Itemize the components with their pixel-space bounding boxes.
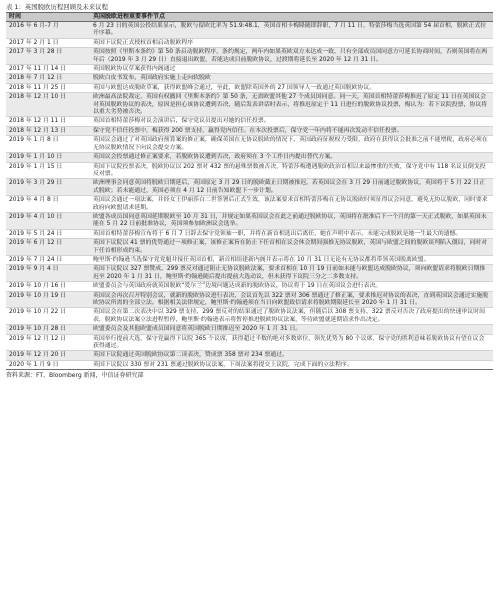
- table-row: [6, 308, 493, 325]
- row-event: 英国首相特蕾莎梅对议会演讲后，保守党议员提出对她的信任投票。: [90, 117, 493, 126]
- table-row: [6, 265, 493, 282]
- table-row: [6, 179, 493, 196]
- table-row: [6, 48, 493, 65]
- row-event: 英国举行提前大选，保守党赢得下议院 365 个议席，获得超过半数的绝对多数席位，领先优势为 80 个议席，保守党的胜利意味着脱欧协议有望在议会获得通过。: [90, 334, 493, 351]
- table-row: [6, 255, 493, 264]
- row-date: 2018 年 11 月 25 日: [6, 83, 90, 92]
- table-row: [6, 22, 493, 39]
- table-row: [6, 136, 493, 153]
- table-row: [6, 196, 493, 213]
- row-date: 2017 年 2 月 1 日: [6, 38, 90, 47]
- row-date: 2018 年 12 月 11 日: [6, 117, 90, 126]
- row-date: 2019 年 4 月 10 日: [6, 212, 90, 229]
- row-event: 英国下议院以 327 票赞成、299 票反对通过阻止无协议脱欧法案，要求首相在 10 月 19 日前如未能与欧盟达成脱欧协议，须向欧盟请求将脱欧日期推迟至 2020 年 1 月 31 日，鲍里斯·约翰逊随后提出提前大选动议，但未获得下议院三分之二多数支持。: [90, 265, 493, 282]
- table-row: [6, 334, 493, 351]
- table-row: [6, 325, 493, 334]
- table-row: [6, 83, 493, 92]
- row-date: 2018 年 7 月 12 日: [6, 74, 90, 83]
- row-date: 2019 年 10 月 22 日: [6, 308, 90, 325]
- row-date: 2019 年 5 月 24 日: [6, 229, 90, 238]
- row-date: 2019 年 9 月 4 日: [6, 265, 90, 282]
- row-date: 2019 年 1 月 15 日: [6, 162, 90, 179]
- row-event: 英国议会投票通过修正案要求，若脱欧协议遭到否决，政府须在 3 个工作日内提出替代方案。: [90, 153, 493, 162]
- row-date: 2017 年 3 月 28 日: [6, 48, 90, 65]
- row-event: 鲍里斯·约翰逊当选保守党党魁并接任英国首相，新首相组建新内阁并表示将在 10 月 31 日无论有无协议都将带领英国脱离欧盟。: [90, 255, 493, 264]
- row-event: 欧盟各成员国同意英国延期脱欧至 10 月 31 日，并规定如果英国议会在此之前通过脱欧协议，英国将在批准后下一个月的第一天正式脱欧，如果英国未能在 5 月 22 日前批准协议，英国须参加欧洲议会选举。: [90, 212, 493, 229]
- row-event: 英国议会再次召开特别会议，就新的脱欧协议进行表决，会议首先以 322 票对 306 票通过了修正案，要求推迟对协议的表决，直到英国议会通过实施脱欧协议所需的全部立法。根据相关法律规定，鲍里斯·约翰逊须在当日向欧盟致信请求将脱欧期限延长至 2020 年 1 月 31 日。: [90, 291, 493, 308]
- row-event: 英国下议院正式授权首相启动脱欧程序: [90, 38, 493, 47]
- row-date: 2019 年 12 月 20 日: [6, 351, 90, 360]
- table-row: [6, 229, 493, 238]
- row-date: 2017 年 11 月 14 日: [6, 65, 90, 74]
- brexit-timeline-table: [6, 12, 493, 370]
- row-date: 2019 年 1 月 10 日: [6, 153, 90, 162]
- row-event: 欧洲最高法院裁定，英国有权撤回《里斯本条约》第 50 条，无需欧盟其他 27 个成员国同意。同一天，英国首相特蕾莎梅推迟了原定 11 日在英国议会对英国脱欧协议的表决，原因是担心该协议遭到否决，随后发表讲话时表示，将推迟原定于 11 日进行的脱欧协议投票，梅认为：若下议院投票，协议将以重大劣势被否决。: [90, 93, 493, 117]
- table-row: [6, 282, 493, 291]
- table-row: [6, 351, 493, 360]
- row-date: 2019 年 10 月 16 日: [6, 282, 90, 291]
- header-date: 时间: [6, 13, 90, 22]
- table-row: [6, 65, 493, 74]
- row-event: 欧盟委员会及其他欧盟成员国同意将英国脱欧日期推迟至 2020 年 1 月 31 日。: [90, 325, 493, 334]
- table-row: [6, 162, 493, 179]
- table-row: [6, 126, 493, 135]
- table-row: [6, 93, 493, 117]
- row-date: 2018 年 12 月 10 日: [6, 93, 90, 117]
- table-row: [6, 239, 493, 256]
- row-event: 英国脱欧协议草案获得内阁通过: [90, 65, 493, 74]
- row-date: 2018 年 12 月 13 日: [6, 126, 90, 135]
- row-event: 英国下议院通过英国脱欧协议第二读表决，赞成票 358 票对 234 票通过。: [90, 351, 493, 360]
- table-row: [6, 153, 493, 162]
- row-date: 2019 年 1 月 8 日: [6, 136, 90, 153]
- row-event: 欧盟委员会与英国政府就英国脱欧“爱尔兰”边境问题达成新的脱欧协议，协议将于 19 日在英国议会进行表决。: [90, 282, 493, 291]
- table-row: [6, 38, 493, 47]
- table-header-row: [6, 13, 493, 22]
- row-event: 英国与欧盟达成脱欧草案，获得欧盟峰会通过，至此，欧盟除英国外的 27 国领导人一致通过英国脱欧协议。: [90, 83, 493, 92]
- row-event: 保守党不信任投票中，梅获得 200 票支持，赢得党内信任。在本次投票后，保守党一年内将不能再次发动不信任投票。: [90, 126, 493, 135]
- table-title: 表 1：英国脱欧历程回顾及未来议程: [6, 3, 108, 11]
- row-date: 2020 年 1 月 9 日: [6, 360, 90, 369]
- table-row: [6, 74, 493, 83]
- row-date: 2016 年 6 月-7 月: [6, 22, 90, 39]
- header-event: 英国脱欧进程重要事件节点: [90, 13, 493, 22]
- row-date: 2019 年 10 月 19 日: [6, 291, 90, 308]
- row-event: 英国议会通过一项法案，并经女王伊丽莎白二世签署后正式生效，该法案要求首相特蕾莎梅在无协议脱欧时须征得议会同意，避免无协议脱欧，同时要求政府向欧盟请求延期。: [90, 196, 493, 213]
- row-date: 2019 年 12 月 12 日: [6, 334, 90, 351]
- table-row: [6, 291, 493, 308]
- row-event: 英国下议院投票表决，脱欧协议以 202 票对 432 票的悬殊票数被否决，特蕾莎梅遭遇脱欧政治首相以来最惨重的失败，保守党中有 118 名议员倒戈投反对票。: [90, 162, 493, 179]
- row-event: 英国下议院以 330 票对 231 票通过脱欧协议法案，下周法案将提交上议院，完成下面的立法程序。: [90, 360, 493, 369]
- row-event: 6 月 23 日的英国公投结果显示，脱欧与留欧比率为 51.9:48.1，英国首相卡梅隆随即辞职，7 月 11 日，特蕾莎梅当选英国第 54 届首相，脱欧正式拉开序幕。: [90, 22, 493, 39]
- row-event: 英国下议院以 41 票的优势通过一项修正案，该修正案旨在防止下任首相在议会休会期间强推无协议脱欧，英国与欧盟之间的脱欧谈判陷入僵局，同时对下任首相形成约束。: [90, 239, 493, 256]
- table-row: [6, 212, 493, 229]
- row-date: 2019 年 7 月 24 日: [6, 255, 90, 264]
- table-row: [6, 360, 493, 369]
- row-event: 英国议会通过了对英国政府预算案的修正案，确保英国在无协议脱欧的情况下，英国政府征税权力受限，政府在获得议会批准之前不能增税，政府必须在无协议脱欧情况下向议会提交方案。: [90, 136, 493, 153]
- row-date: 2019 年 10 月 28 日: [6, 325, 90, 334]
- row-event: 英国首相特蕾莎梅宣布将于 6 月 7 日辞去保守党领袖一职，并将在新首相选出后离任，她在声明中表示，未能完成脱欧是她一生最大的遗憾。: [90, 229, 493, 238]
- row-date: 2019 年 4 月 8 日: [6, 196, 90, 213]
- table-row: [6, 117, 493, 126]
- row-event: 欧洲理事会同意英国将脱欧日期延后，英国原定 3 月 29 日的脱欧截止日期被推迟，若英国议会在 3 月 29 日前通过脱欧协议，英国将于 5 月 22 日正式脱欧；若未能通过，英国必须在 4 月 12 日前告知欧盟下一步计划。: [90, 179, 493, 196]
- row-date: 2019 年 3 月 29 日: [6, 179, 90, 196]
- row-event: 脱欧白皮书发布，英国政府实施上走向软脱欧: [90, 74, 493, 83]
- row-event: 英国按照《里斯本条约》第 50 条启动脱欧程序，条约规定，两年内如果英欧双方未达成一致，只有全部成员国同意方可延长协商时间，否则英国将在两年后（2019 年 3 月 29 日）直接退出欧盟，若能达成目前脱欧协议，过渡期将延长至 2020 年 12 月 31 日。: [90, 48, 493, 65]
- row-event: 英国议会在第二次表决中以 329 票支持、299 票反对的结果通过了脱欧协议法案，但随后以 308 票支持、322 票反对否决了政府提出的快速审议时间表，脱欧协议法案立法进程暂停，鲍里斯·约翰逊表示将暂停推进脱欧协议法案，等待欧盟就延期请求作出决定。: [90, 308, 493, 325]
- source-note: 资料来源：FT、Bloomberg 新闻，中信证券研究部: [6, 372, 144, 380]
- row-date: 2019 年 6 月 12 日: [6, 239, 90, 256]
